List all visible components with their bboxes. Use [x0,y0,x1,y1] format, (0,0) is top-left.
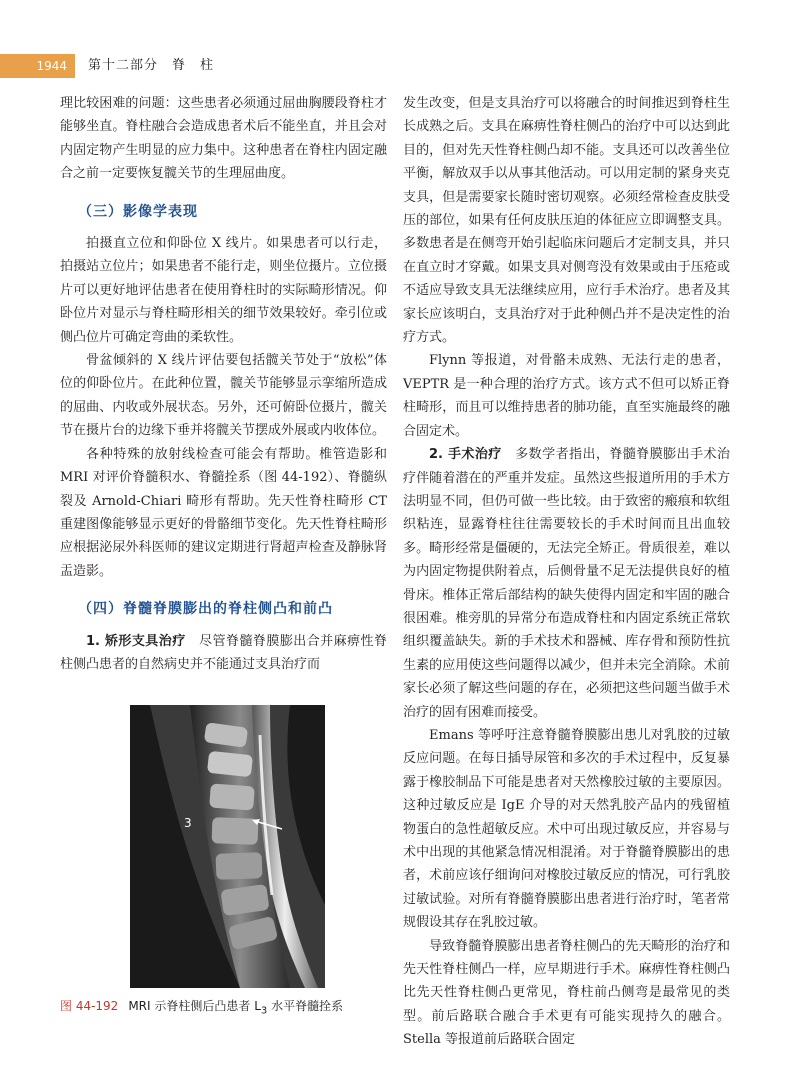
section-heading-scoliosis: （四）脊髓脊膜膨出的脊柱侧凸和前凸 [78,601,333,618]
paragraph: 拍摄直立位和仰卧位 X 线片。如果患者可以行走，拍摄站立位片；如果患者不能行走，则坐位摄片。立位摄片可以更好地评估患者在使用脊柱时的实际畸形情况。仰卧位片对显示与脊柱畸形相关的细节效果较好。牵引位或侧凸位片可确定弯曲的柔软性。 [60,236,387,345]
paragraph: 发生改变，但是支具治疗可以将融合的时间推迟到脊柱生长成熟之后。支具在麻痹性脊柱侧凸的治疗中可以达到此目的，但对先天性脊柱侧凸却不能。支具还可以改善坐位平衡，解放双手以从事其他活动。可以用定制的紧身夹克支具，但是需要家长随时密切观察。必须经常检查皮肤受压的部位，如果有任何皮肤压迫的体征应立即调整支具。多数患者是在侧弯开始引起临床问题后才定制支具，并只在直立时才穿戴。如果支具对侧弯没有效果或由于压疮或不适应导致支具无法继续应用，应行手术治疗。患者及其家长应该明白，支具治疗对于此种侧凸并不是决定性的治疗方式。 [403,96,730,346]
mri-image [130,705,325,988]
paragraph-text: 多数学者指出，脊髓脊膜膨出手术治疗伴随着潜在的严重并发症。虽然这些报道所用的手术方法明显不同，但仍可做一些比较。由于致密的瘢痕和软组织粘连，显露脊柱往往需要较长的手术时间而且出血较多。畸形经常是僵硬的，无法完全矫正。骨质很差，难以为内固定物提供附着点，后侧骨量不足无法提供良好的植骨床。椎体正常后部结构的缺失使得内固定和牢固的融合很困难。椎旁肌的异常分布造成脊柱和内固定系统正常软组织覆盖缺失。新的手术技术和器械、库存骨和预防性抗生素的应用使这些问题得以减少，但并未完全消除。术前家长必须了解这些问题的存在，必须把这些问题当做手术治疗的固有困难而接受。 [403,447,730,720]
paragraph-text: 尽管脊髓脊膜膨出合并麻痹性脊柱侧凸患者的自然病史并不能通过支具治疗而 [60,633,387,672]
right-column [403,92,730,1052]
left-column [60,92,387,676]
page-header [0,54,800,78]
section-heading-imaging: （三）影像学表现 [78,203,198,220]
mri-figure [130,705,325,988]
paragraph: Emans 等呼吁注意脊髓脊膜膨出患儿对乳胶的过敏反应问题。在每日插导尿管和多次的手术过程中，反复暴露于橡胶制品下可能是患者对天然橡胶过敏的主要原因。这种过敏反应是 IgE 介导的对天然乳胶产品内的残留植物蛋白的急性超敏反应。术中可出现过敏反应，并容易与术中出现的其他紧急情况相混淆。对于脊髓脊膜膨出的患者，术前应该仔细询问对橡胶过敏反应的情况，可行乳胶过敏试验。对所有脊髓脊膜膨出患者进行治疗时，笔者常规假设其存在乳胶过敏。 [403,727,730,931]
section-title: 第十二部分 脊 柱 [88,58,215,73]
caption-text-pre: MRI 示脊柱侧后凸患者 L [128,999,261,1013]
figure-id: 图 44-192 [60,999,119,1013]
caption-subscript: 3 [260,1005,268,1017]
page-number: 1944 [0,54,75,78]
paragraph: 导致脊髓脊膜膨出患者脊柱侧凸的先天畸形的治疗和先天性脊柱侧凸一样，应早期进行手术。麻痹性脊柱侧凸比先天性脊柱侧凸更常见，脊柱前凸侧弯是最常见的类型。前后路联合融合手术更有可能实现持久的融合。Stella 等报道前后路联合固定 [403,938,730,1048]
paragraph [403,443,730,724]
subheading-bracing: 1. 矫形支具治疗 [86,633,186,649]
paragraph: 各种特殊的放射线检查可能会有帮助。椎管造影和 MRI 对评价脊髓积水、脊髓拴系（图 44-192）、脊髓纵裂及 Arnold-Chiari 畸形有帮助。先天性脊柱畸形 CT 重建图像能够显示更好的骨骼细节变化。先天性脊柱畸形应根据泌尿外科医师的建议定期进行肾超声检查及静脉肾盂造影。 [60,446,387,579]
paragraph: 理比较困难的问题：这些患者必须通过屈曲胸腰段脊柱才能够坐直。脊柱融合会造成患者术后不能坐直，并且会对内固定物产生明显的应力集中。这种患者在脊柱内固定融合之前一定要恢复髋关节的生理屈曲度。 [60,96,387,182]
vertebra-label: 3 [184,816,192,830]
caption-text-post: 水平脊髓拴系 [267,999,344,1013]
paragraph [60,630,387,677]
paragraph: 骨盆倾斜的 X 线片评估要包括髋关节处于“放松”体位的仰卧位片。在此种位置，髋关节能够显示挛缩所造成的屈曲、内收或外展状态。另外，还可俯卧位摄片，髋关节在摄片台的边缘下垂并将髋关节摆成外展或内收体位。 [60,353,387,439]
subheading-surgery: 2. 手术治疗 [429,447,502,463]
figure-caption [60,997,387,1016]
paragraph: Flynn 等报道，对骨骼未成熟、无法行走的患者，VEPTR 是一种合理的治疗方式。该方式不但可以矫正脊柱畸形，而且可以维持患者的肺功能，直至实施最终的融合固定术。 [403,353,730,439]
